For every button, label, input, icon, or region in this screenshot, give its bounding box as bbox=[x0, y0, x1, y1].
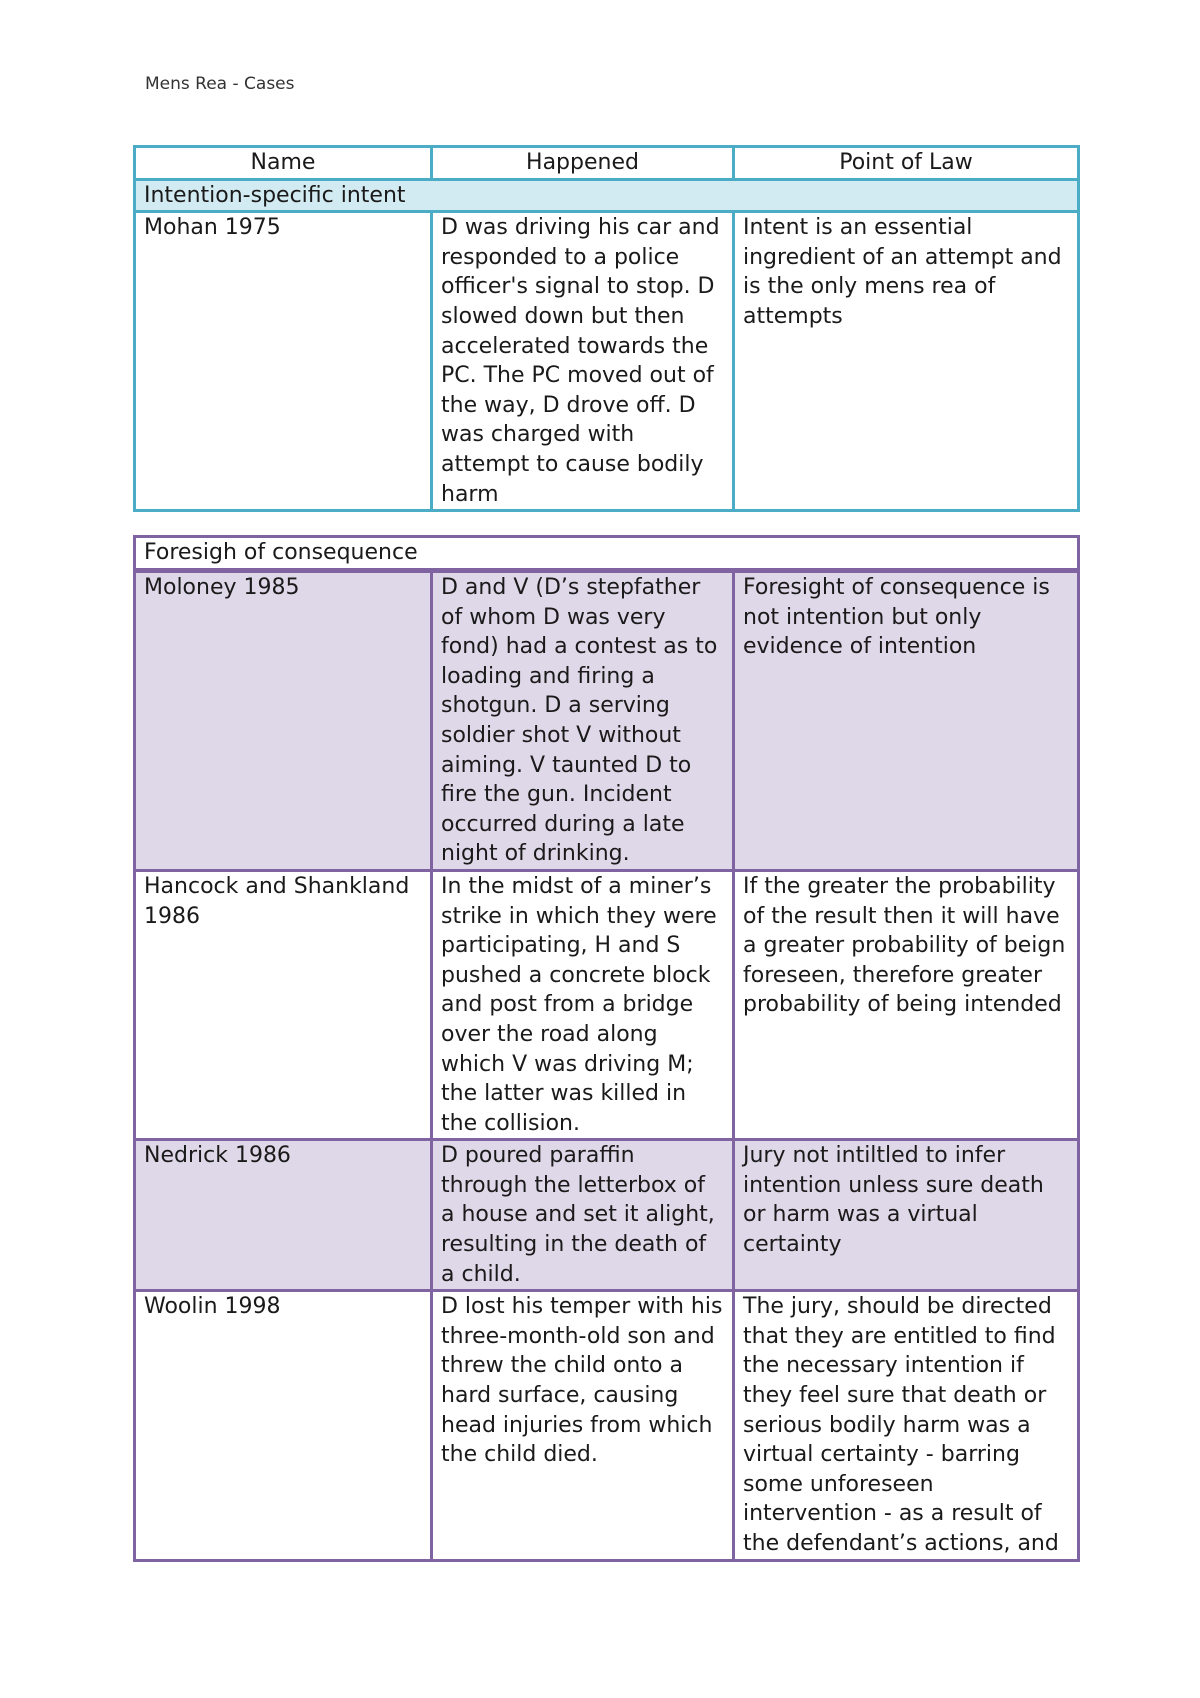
case-name: Mohan 1975 bbox=[135, 212, 432, 511]
case-name: Moloney 1985 bbox=[135, 571, 432, 871]
section-title: Foresigh of consequence bbox=[135, 537, 1079, 571]
case-point-of-law: The jury, should be directed that they are entitled to find the necessary intention if they feel sure that death or serious bodily harm was a virtual certainty - barring some unforeseen intervention - as a result of the defendant’s actions, and bbox=[734, 1291, 1079, 1560]
case-happened: D and V (D’s stepfather of whom D was very fond) had a contest as to loading and firing a shotgun. D a serving soldier shot V without aiming. V taunted D to fire the gun. Incident occurred during a late night of drinking. bbox=[432, 571, 734, 871]
case-name: Nedrick 1986 bbox=[135, 1140, 432, 1291]
case-point-of-law: Foresight of consequence is not intention but only evidence of intention bbox=[734, 571, 1079, 871]
case-happened: D was driving his car and responded to a police officer's signal to stop. D slowed down but then accelerated towards the PC. The PC moved out of the way, D drove off. D was charged with attempt to cause bodily harm bbox=[432, 212, 734, 511]
section-title: Intention-specific intent bbox=[135, 179, 1079, 212]
section-row bbox=[135, 537, 1079, 571]
case-point-of-law: Intent is an essential ingredient of an attempt and is the only mens rea of attempts bbox=[734, 212, 1079, 511]
foresight-table bbox=[133, 535, 1080, 1562]
table-header-row bbox=[135, 147, 1079, 180]
case-happened: In the midst of a miner’s strike in which they were participating, H and S pushed a concrete block and post from a bridge over the road along which V was driving M; the latter was killed in the collision. bbox=[432, 870, 734, 1139]
case-happened: D poured paraffin through the letterbox of a house and set it alight, resulting in the death of a child. bbox=[432, 1140, 734, 1291]
section-row bbox=[135, 179, 1079, 212]
column-header-name: Name bbox=[135, 147, 432, 180]
case-name: Woolin 1998 bbox=[135, 1291, 432, 1560]
table-row bbox=[135, 1140, 1079, 1291]
case-point-of-law: Jury not intiltled to infer intention unless sure death or harm was a virtual certainty bbox=[734, 1140, 1079, 1291]
case-happened: D lost his temper with his three-month-old son and threw the child onto a hard surface, causing head injuries from which the child died. bbox=[432, 1291, 734, 1560]
table-row bbox=[135, 571, 1079, 871]
case-name: Hancock and Shankland 1986 bbox=[135, 870, 432, 1139]
column-header-happened: Happened bbox=[432, 147, 734, 180]
table-row bbox=[135, 1291, 1079, 1560]
page-header: Mens Rea - Cases bbox=[145, 74, 295, 94]
intention-table bbox=[133, 145, 1080, 512]
case-point-of-law: If the greater the probability of the result then it will have a greater probability of beign foreseen, therefore greater probability of being intended bbox=[734, 870, 1079, 1139]
table-row bbox=[135, 870, 1079, 1139]
column-header-point-of-law: Point of Law bbox=[734, 147, 1079, 180]
table-row bbox=[135, 212, 1079, 511]
